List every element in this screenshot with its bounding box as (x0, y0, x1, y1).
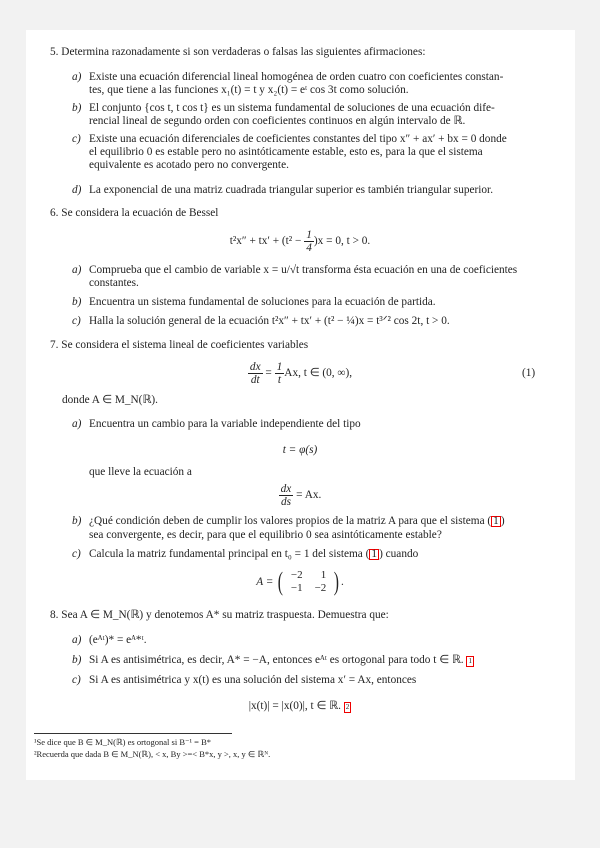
equation-number: (1) (522, 367, 536, 379)
text: Si A es antisimétrica, es decir, A* = −A, entonces eᴬᵗ es ortogonal para todo t ∈ ℝ. (89, 654, 464, 666)
q7-donde: donde A ∈ M_N(ℝ). (62, 394, 158, 406)
footnote-ref-link[interactable]: 2 (345, 703, 350, 711)
numerator: 1 (306, 228, 312, 241)
q6-c-line1: Halla la solución general de la ecuación t²x″ + tx′ + (t² − ¼)x = t³ᐟ² cos 2t, t > 0. (89, 315, 450, 327)
numerator: dx (249, 360, 261, 373)
fraction-dx-dt (248, 361, 263, 386)
q8-c-eq (150, 700, 450, 713)
q6-a-label: a) (72, 264, 82, 276)
equation-ref-link[interactable]: 1 (371, 548, 378, 560)
q5-c-line2: el equilibrio 0 es estable pero no asintóticamente estable, esto es, para la que el sistema (89, 146, 483, 158)
fraction-dx-ds (279, 483, 294, 508)
text: Calcula la matriz fundamental principal en t₀ = 1 del sistema ( (89, 548, 370, 560)
q7-a-line2: que lleve la ecuación a (89, 466, 192, 478)
matrix (276, 568, 341, 596)
eq-right: )x = 0, t > 0. (313, 235, 371, 247)
q5-c-label: c) (72, 133, 81, 145)
matrix-equation (150, 567, 450, 597)
equals: = (265, 367, 272, 379)
q8-a-line: (eᴬᵗ)* = eᴬ*ᵗ. (89, 634, 147, 646)
text: ¿Qué condición deben de cumplir los valores propios de la matriz A para que el sistema ( (89, 515, 492, 527)
q6-a-line1: Comprueba que el cambio de variable x = u/√t transforma ésta ecuación en una de coeficientes (89, 264, 518, 276)
denominator: 4 (306, 241, 312, 254)
q6-c-label: c) (72, 315, 81, 327)
matrix-cell: 1 (320, 569, 327, 582)
q7-b-label: b) (72, 515, 82, 527)
q5-d-label: d) (72, 184, 82, 196)
q7-c-line (89, 548, 418, 561)
q7-a-eq2 (150, 482, 450, 508)
q5-title: 5. Determina razonadamente si son verdaderas o falsas las siguientes afirmaciones: (50, 46, 426, 58)
text: ) cuando (379, 548, 419, 560)
denominator: dt (250, 373, 260, 386)
q7-a-eq1: t = φ(s) (282, 444, 318, 456)
q8-title: 8. Sea A ∈ M_N(ℝ) y denotemos A* su matriz traspuesta. Demuestra que: (50, 609, 389, 621)
eq-right: = Ax. (296, 489, 322, 501)
q6-a-line2: constantes. (89, 277, 139, 289)
system-equation (150, 360, 450, 386)
q5-a-line1: Existe una ecuación diferencial lineal homogénea de orden cuatro con coeficientes constan- (89, 71, 504, 83)
numerator: 1 (276, 360, 283, 373)
q7-a-label: a) (72, 418, 82, 430)
equation-ref-link[interactable]: 1 (493, 515, 499, 527)
left-paren: ( (277, 567, 284, 597)
bessel-equation (150, 228, 450, 254)
q8-b-label: b) (72, 654, 82, 666)
denominator: t (277, 373, 282, 386)
q8-c-label: c) (72, 674, 81, 686)
numerator: dx (280, 482, 292, 495)
q5-d-line1: La exponencial de una matriz cuadrada triangular superior es también triangular superior. (89, 184, 494, 196)
period: . (340, 576, 344, 588)
q5-b-label: b) (72, 102, 82, 114)
denominator: ds (280, 495, 291, 508)
q5-b-line2: rencial lineal de segundo orden con coeficientes continuos en algún intervalo de ℝ. (89, 115, 466, 127)
q5-c-line1: Existe una ecuación diferenciales de coeficientes constantes del tipo x″ + ax′ + bx = 0 donde (89, 133, 507, 145)
text: ) (500, 515, 505, 527)
q8-c-line: Si A es antisimétrica y x(t) es una solución del sistema x′ = Ax, entonces (89, 674, 417, 686)
eq-left: t²x″ + tx′ + (t² − (229, 235, 302, 247)
matrix-cell: −1 (290, 582, 303, 595)
q5-a-label: a) (72, 71, 82, 83)
q7-a-line: Encuentra un cambio para la variable independiente del tipo (89, 418, 361, 430)
q7-title: 7. Se considera el sistema lineal de coeficientes variables (50, 339, 309, 351)
q7-c-label: c) (72, 548, 81, 560)
fraction-1-t (275, 361, 285, 386)
footnote-1: ¹Se dice que B ∈ M_N(ℝ) es ortogonal si B⁻¹ = B* (34, 737, 212, 747)
q6-title: 6. Se considera la ecuación de Bessel (50, 207, 219, 219)
q5-b-line1: El conjunto {cos t, t cos t} es un sistema fundamental de soluciones de una ecuación dife- (89, 102, 495, 114)
q7-b-line2: sea convergente, es decir, para que el equilibrio 0 sea asintóticamente estable? (89, 529, 442, 541)
fraction (304, 229, 314, 254)
text: |x(t)| = |x(0)|, t ∈ ℝ. (248, 700, 341, 712)
q5-a-line2: tes, que tiene a las funciones x₁(t) = t y x₂(t) = eᵗ cos 3t como solución. (89, 84, 409, 96)
right-paren: ) (334, 567, 340, 597)
footnote-rule (34, 733, 232, 734)
q5-c-line3: equivalente es acotado pero no convergente. (89, 159, 289, 171)
q8-a-label: a) (72, 634, 82, 646)
matrix-cell: −2 (314, 582, 327, 595)
eq-right: Ax, t ∈ (0, ∞), (284, 367, 353, 379)
q6-b-label: b) (72, 296, 82, 308)
matrix-cell: −2 (290, 569, 303, 582)
footnote-2: ²Recuerda que dada B ∈ M_N(ℝ), < x, By >=< B*x, y >, x, y ∈ ℝᴺ. (34, 749, 271, 759)
q7-b-line1 (89, 515, 505, 528)
q6-b-line1: Encuentra un sistema fundamental de soluciones para la ecuación de partida. (89, 296, 436, 308)
q8-b-line (89, 654, 474, 667)
matrix-lhs: A = (256, 576, 274, 588)
footnote-ref-link[interactable]: 1 (468, 657, 472, 665)
